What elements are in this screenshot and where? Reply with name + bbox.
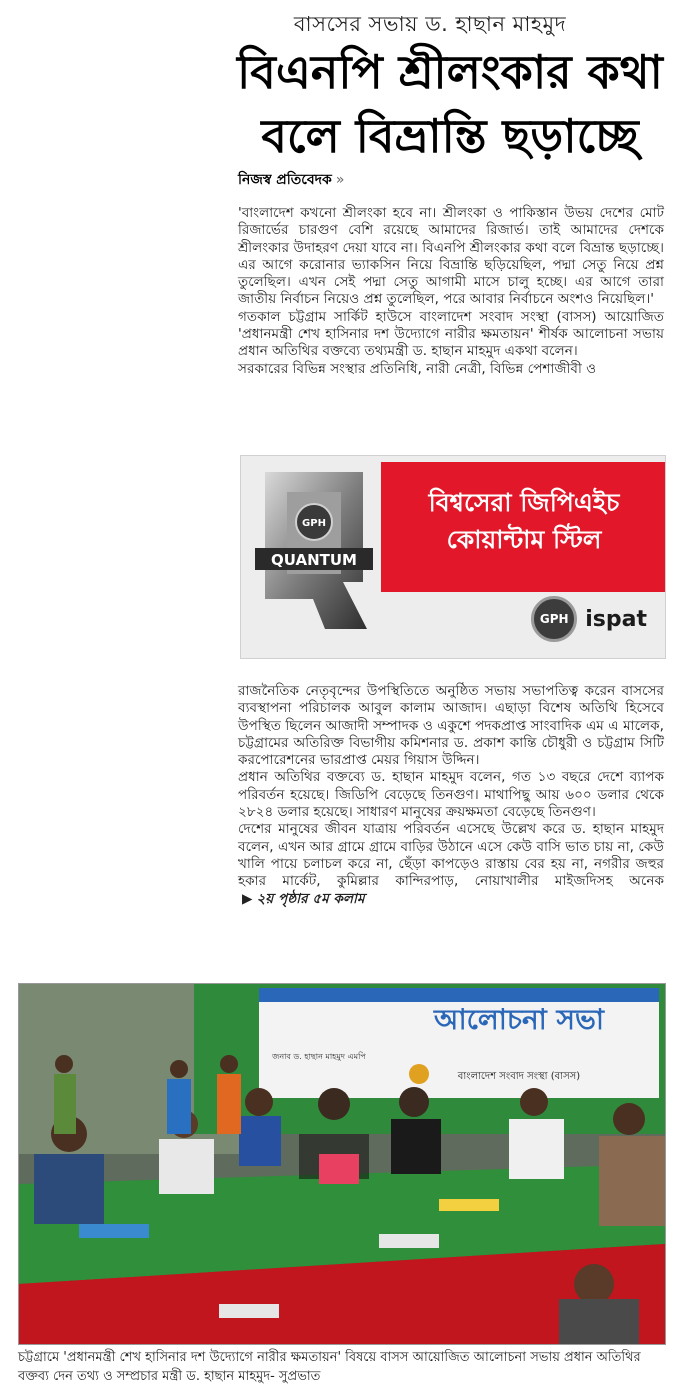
headline-line-2: বলে বিভ্রান্তি ছড়াচ্ছে bbox=[261, 109, 639, 163]
quantum-word: QUANTUM bbox=[271, 551, 357, 569]
ispat-wordmark: ispat bbox=[585, 606, 647, 632]
reporter-byline bbox=[238, 168, 344, 192]
ad-headline-line-1: বিশ্বসেরা জিপিএইচ bbox=[428, 488, 620, 517]
continuation-jump[interactable] bbox=[238, 891, 365, 907]
body-paragraph-text: দেশের মানুষের জীবন যাত্রায় পরিবর্তন এসেছে উল্লেখ করে ড. হাছান মাহমুদ বলেন, এখন আর গ্রামে গ্রামে বাড়ির উঠানে এসে কেউ বাসি ভাত চায় না, কেউ খালি পায়ে চলাচল করে না, ছেঁড়া কাপড়েও রাস্তায় বের হয় না, নগরীর জহুর হকার মার্কেট, কুমিল্লার কান্দিরপাড়, নোয়াখালীর মাইজদিসহ অনেক bbox=[238, 821, 664, 890]
article-headline bbox=[230, 40, 670, 168]
body-paragraph bbox=[238, 821, 664, 907]
body-paragraph: রাজনৈতিক নেতৃবৃন্দের উপস্থিতিতে অনুষ্ঠিত সভায় সভাপতিত্ব করেন বাসসের ব্যবস্থাপনা পরিচালক আবুল কালাম আজাদ। এছাড়া বিশেষ অতিথি হিসেবে উপস্থিত ছিলেন আজাদী সম্পাদক ও একুশে পদকপ্রাপ্ত সাংবাদিক এম এ মালেক, চট্টগ্রামের অতিরিক্ত বিভাগীয় কমিশনার ড. প্রকাশ কান্তি চৌধুরী ও চট্টগ্রাম সিটি করপোরেশনের ভারপ্রাপ্ত মেয়র গিয়াস উদ্দিন। bbox=[238, 683, 664, 769]
quantum-q-logo-icon bbox=[255, 464, 373, 634]
body-paragraph: গতকাল চট্টগ্রাম সার্কিট হাউসে বাংলাদেশ সংবাদ সংস্থা (বাসস) আয়োজিত 'প্রধানমন্ত্রী শেখ হাসিনার দশ উদ্যোগে নারীর ক্ষমতায়ন' শীর্ষক আলোচনা সভায় প্রধান অতিথির বক্তব্যে তথ্যমন্ত্রী ড. হাছান মাহমুদ একথা বলেন। bbox=[238, 308, 664, 360]
gph-logo-icon: GPH bbox=[531, 596, 577, 642]
body-paragraph: সরকারের বিভিন্ন সংস্থার প্রতিনিধি, নারী নেত্রী, বিভিন্ন পেশাজীবী ও bbox=[238, 360, 597, 377]
banner-org: বাংলাদেশ সংবাদ সংস্থা (বাসস) bbox=[457, 1071, 581, 1082]
chevron-right-icon: » bbox=[335, 172, 345, 188]
gph-ispat-logo bbox=[531, 596, 647, 642]
event-photo bbox=[18, 983, 666, 1345]
continuation-label: ২য় পৃষ্ঠার ৫ম কলাম bbox=[256, 890, 365, 907]
article-body-part-2 bbox=[238, 683, 664, 908]
article-kicker: বাসসের সভায় ড. হাছান মাহমুদ bbox=[293, 12, 567, 36]
body-paragraph: 'বাংলাদেশ কখনো শ্রীলংকা হবে না। শ্রীলংকা ও পাকিস্তান উভয় দেশের মোট রিজার্ভের চারগুণ বেশি রয়েছে আমাদের রিজার্ভ। তাই আমাদের দেশকে শ্রীলংকার উদাহরণ দেয়া যাবে না। বিএনপি শ্রীলংকার কথা বলে বিভ্রান্ত ছড়াচ্ছে। এর আগে করোনার ভ্যাকসিন নিয়ে বিভ্রান্তি ছড়িয়েছিল, পদ্মা সেতু নিয়ে প্রশ্ন তুলেছিল। এখন সেই পদ্মা সেতু আগামী মাসে চালু হচ্ছে। এর আগে তারা জাতীয় নির্বাচন নিয়েও প্রশ্ন তুলেছিল, পরে আবার নির্বাচনে অংশও নিয়েছিল।' bbox=[238, 205, 664, 308]
banner-guest: জনাব ড. হাছান মাহমুদ এমপি bbox=[272, 1052, 366, 1061]
photo-caption: চট্টগ্রামে 'প্রধানমন্ত্রী শেখ হাসিনার দশ উদ্যোগে নারীর ক্ষমতায়ন' বিষয়ে বাসস আয়োজিত আলোচনা সভায় প্রধান অতিথির বক্তব্য দেন তথ্য ও সম্প্রচার মন্ত্রী ড. হাছান মাহমুদ- সুপ্রভাত bbox=[18, 1350, 641, 1384]
article-body-part-1 bbox=[238, 205, 664, 378]
advertisement-banner[interactable] bbox=[240, 455, 666, 659]
ad-headline-line-2: কোয়ান্টাম স্টিল bbox=[446, 525, 602, 554]
photo-illustration bbox=[19, 984, 665, 1344]
quantum-gph-mark: GPH bbox=[302, 518, 326, 529]
body-paragraph: প্রধান অতিথির বক্তব্যে ড. হাছান মাহমুদ বলেন, গত ১৩ বছরে দেশে ব্যাপক পরিবর্তন হয়েছে। জিডিপি বেড়েছে তিনগুণ। মাথাপিছু আয় ৬০০ ডলার থেকে ২৮২৪ ডলার হয়েছে। সাধারণ মানুষের ক্রয়ক্ষমতা বেড়েছে তিনগুণ। bbox=[238, 769, 664, 821]
ad-headline bbox=[389, 484, 659, 558]
banner-title: আলোচনা সভা bbox=[433, 1003, 605, 1036]
play-arrow-icon: ▶ bbox=[242, 890, 253, 907]
reporter-name: নিজস্ব প্রতিবেদক bbox=[238, 172, 332, 188]
headline-line-1: বিএনপি শ্রীলংকার কথা bbox=[237, 45, 663, 99]
